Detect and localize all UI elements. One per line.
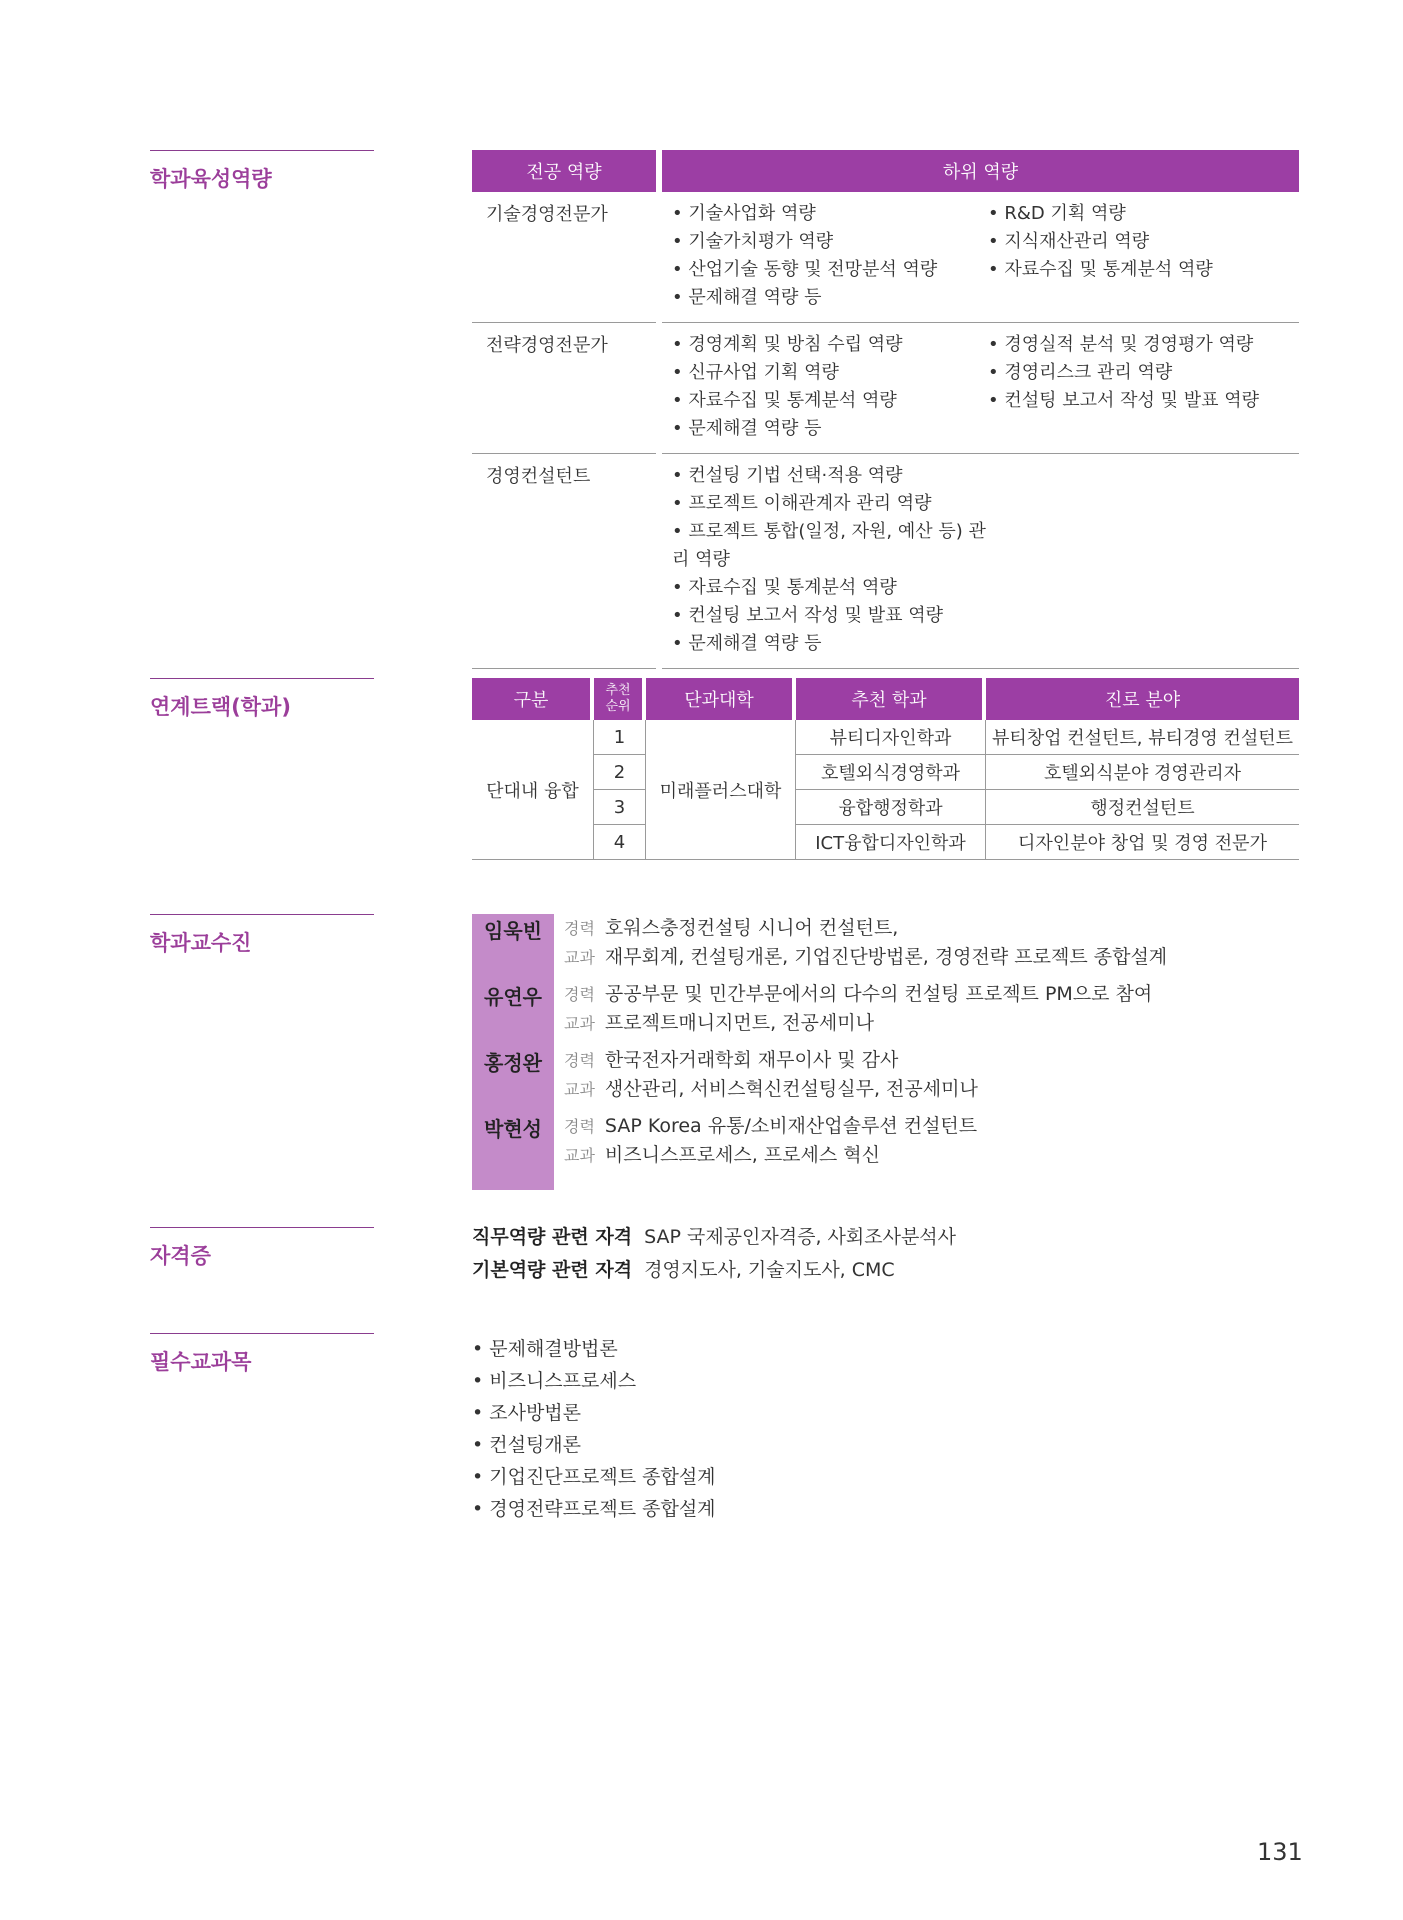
col-header-rank-top: 추천 (605, 683, 631, 698)
career-line (564, 914, 1167, 943)
sub-competency-column (672, 200, 988, 312)
career-cell: 뷰티창업 컨설턴트, 뷰티경영 컨설턴트 (986, 720, 1299, 755)
table-row (472, 825, 1299, 860)
career-line-text: 한국전자거래학회 재무이사 및 감사 (604, 1049, 899, 1071)
faculty-name: 박현성 (484, 1117, 542, 1141)
faculty-name-band (472, 914, 554, 1190)
dept-cell: 뷰티디자인학과 (796, 720, 986, 755)
career-line (564, 1112, 1167, 1141)
col-header-category: 구분 (472, 678, 594, 720)
faculty-entry (564, 1046, 1167, 1112)
sub-competency-column (988, 200, 1288, 312)
career-cell: 행정컨설턴트 (986, 790, 1299, 825)
table-row (472, 454, 1299, 669)
list-item: • 경영실적 분석 및 경영평가 역량 (988, 331, 1288, 359)
list-item: • 자료수집 및 통계분석 역량 (672, 574, 988, 602)
basic-cert-line (472, 1254, 1299, 1287)
section-heading: 학과육성역량 (150, 150, 374, 193)
table-row (472, 323, 1299, 454)
table-row (472, 192, 1299, 323)
list-item: • 지식재산관리 역량 (988, 228, 1288, 256)
list-item: • 경영리스크 관리 역량 (988, 359, 1288, 387)
sub-competency-column (988, 462, 1288, 658)
table-row (472, 755, 1299, 790)
courses-line-tag: 교과 (564, 1014, 595, 1033)
list-item: • 프로젝트 통합(일정, 자원, 예산 등) 관리 역량 (672, 518, 988, 574)
basic-cert-value: 경영지도사, 기술지도사, CMC (644, 1259, 895, 1281)
basic-cert-label: 기본역량 관련 자격 (472, 1259, 633, 1281)
list-item: • 컨설팅 기법 선택·적용 역량 (672, 462, 988, 490)
faculty-list (472, 914, 1299, 1190)
list-item: • 문제해결 역량 등 (672, 630, 988, 658)
career-line-tag: 경력 (564, 1117, 595, 1136)
section-heading: 자격증 (150, 1227, 374, 1270)
rank-cell: 2 (594, 755, 646, 790)
career-line-tag: 경력 (564, 985, 595, 1004)
col-header-career: 진로 분야 (986, 678, 1299, 720)
rank-cell: 3 (594, 790, 646, 825)
col-header-sub: 하위 역량 (662, 150, 1299, 192)
list-item: • 자료수집 및 통계분석 역량 (672, 387, 988, 415)
list-item: • 기업진단프로젝트 종합설계 (472, 1461, 1299, 1493)
list-item: • 비즈니스프로세스 (472, 1365, 1299, 1397)
career-cell: 디자인분야 창업 및 경영 전문가 (986, 825, 1299, 860)
job-cert-line (472, 1221, 1299, 1254)
list-item: • 문제해결방법론 (472, 1333, 1299, 1365)
career-line-text: 호워스충정컨설팅 시니어 컨설턴트, (604, 917, 899, 939)
faculty-name: 임욱빈 (484, 919, 542, 943)
job-cert-label: 직무역량 관련 자격 (472, 1226, 633, 1248)
courses-line-text: 프로젝트매니지먼트, 전공세미나 (604, 1012, 874, 1034)
table-row (472, 790, 1299, 825)
competency-table-header (472, 150, 1299, 192)
faculty-details (554, 914, 1167, 1190)
competency-table (472, 150, 1299, 669)
sub-competency-cell (662, 192, 1299, 323)
list-item: • 컨설팅개론 (472, 1429, 1299, 1461)
col-header-dept: 추천 학과 (796, 678, 986, 720)
list-item: • 컨설팅 보고서 작성 및 발표 역량 (988, 387, 1288, 415)
list-item: • 문제해결 역량 등 (672, 415, 988, 443)
table-row (472, 720, 1299, 755)
courses-line (564, 1075, 1167, 1104)
career-line-text: SAP Korea 유통/소비재산업솔루션 컨설턴트 (604, 1115, 978, 1137)
job-cert-value: SAP 국제공인자격증, 사회조사분석사 (644, 1226, 957, 1248)
dept-cell: 호텔외식경영학과 (796, 755, 986, 790)
sub-competency-column (672, 331, 988, 443)
section-heading: 연계트랙(학과) (150, 678, 374, 721)
sub-competency-cell (662, 323, 1299, 454)
faculty-entry (564, 1112, 1167, 1178)
competency-rows (472, 192, 1299, 669)
role-cell: 기술경영전문가 (472, 192, 656, 323)
list-item: • 신규사업 기획 역량 (672, 359, 988, 387)
list-item: • 경영전략프로젝트 종합설계 (472, 1493, 1299, 1525)
faculty-name: 홍정완 (484, 1051, 542, 1075)
list-item: • 기술가치평가 역량 (672, 228, 988, 256)
courses-line (564, 943, 1167, 972)
list-item: • 경영계획 및 방침 수립 역량 (672, 331, 988, 359)
courses-line-text: 재무회계, 컨설팅개론, 기업진단방법론, 경영전략 프로젝트 종합설계 (604, 946, 1168, 968)
college-cell: 미래플러스대학 (646, 720, 796, 860)
career-line-tag: 경력 (564, 1051, 595, 1070)
role-cell: 전략경영전문가 (472, 323, 656, 454)
courses-line-tag: 교과 (564, 948, 595, 967)
faculty-entry (564, 914, 1167, 980)
career-line-tag: 경력 (564, 919, 595, 938)
list-item: • 산업기술 동향 및 전망분석 역량 (672, 256, 988, 284)
rank-cell: 4 (594, 825, 646, 860)
col-header-rank (594, 678, 646, 720)
col-header-major: 전공 역량 (472, 150, 656, 192)
dept-cell: ICT융합디자인학과 (796, 825, 986, 860)
sub-competency-column (672, 462, 988, 658)
list-item: • R&D 기획 역량 (988, 200, 1288, 228)
track-table (472, 678, 1299, 860)
page-number: 131 (1257, 1838, 1303, 1866)
list-item: • 기술사업화 역량 (672, 200, 988, 228)
faculty-name: 유연우 (484, 985, 542, 1009)
list-item: • 프로젝트 이해관계자 관리 역량 (672, 490, 988, 518)
career-line (564, 980, 1167, 1009)
career-line-text: 공공부문 및 민간부문에서의 다수의 컨설팅 프로젝트 PM으로 참여 (604, 983, 1153, 1005)
sub-competency-cell (662, 454, 1299, 669)
section-heading: 필수교과목 (150, 1333, 374, 1376)
rank-cell: 1 (594, 720, 646, 755)
career-line (564, 1046, 1167, 1075)
required-course-list (472, 1333, 1299, 1525)
list-item: • 자료수집 및 통계분석 역량 (988, 256, 1288, 284)
col-header-college: 단과대학 (646, 678, 796, 720)
section-heading: 학과교수진 (150, 914, 374, 957)
courses-line (564, 1009, 1167, 1038)
list-item: • 문제해결 역량 등 (672, 284, 988, 312)
courses-line-tag: 교과 (564, 1146, 595, 1165)
list-item: • 컨설팅 보고서 작성 및 발표 역량 (672, 602, 988, 630)
courses-line-text: 비즈니스프로세스, 프로세스 혁신 (604, 1144, 880, 1166)
role-cell: 경영컨설턴트 (472, 454, 656, 669)
sub-competency-column (988, 331, 1288, 443)
col-header-rank-bottom: 순위 (605, 699, 631, 714)
courses-line (564, 1141, 1167, 1170)
faculty-entry (564, 980, 1167, 1046)
career-cell: 호텔외식분야 경영관리자 (986, 755, 1299, 790)
courses-line-text: 생산관리, 서비스혁신컨설팅실무, 전공세미나 (604, 1078, 978, 1100)
list-item: • 조사방법론 (472, 1397, 1299, 1429)
category-cell: 단대내 융합 (472, 720, 594, 860)
courses-line-tag: 교과 (564, 1080, 595, 1099)
dept-cell: 융합행정학과 (796, 790, 986, 825)
